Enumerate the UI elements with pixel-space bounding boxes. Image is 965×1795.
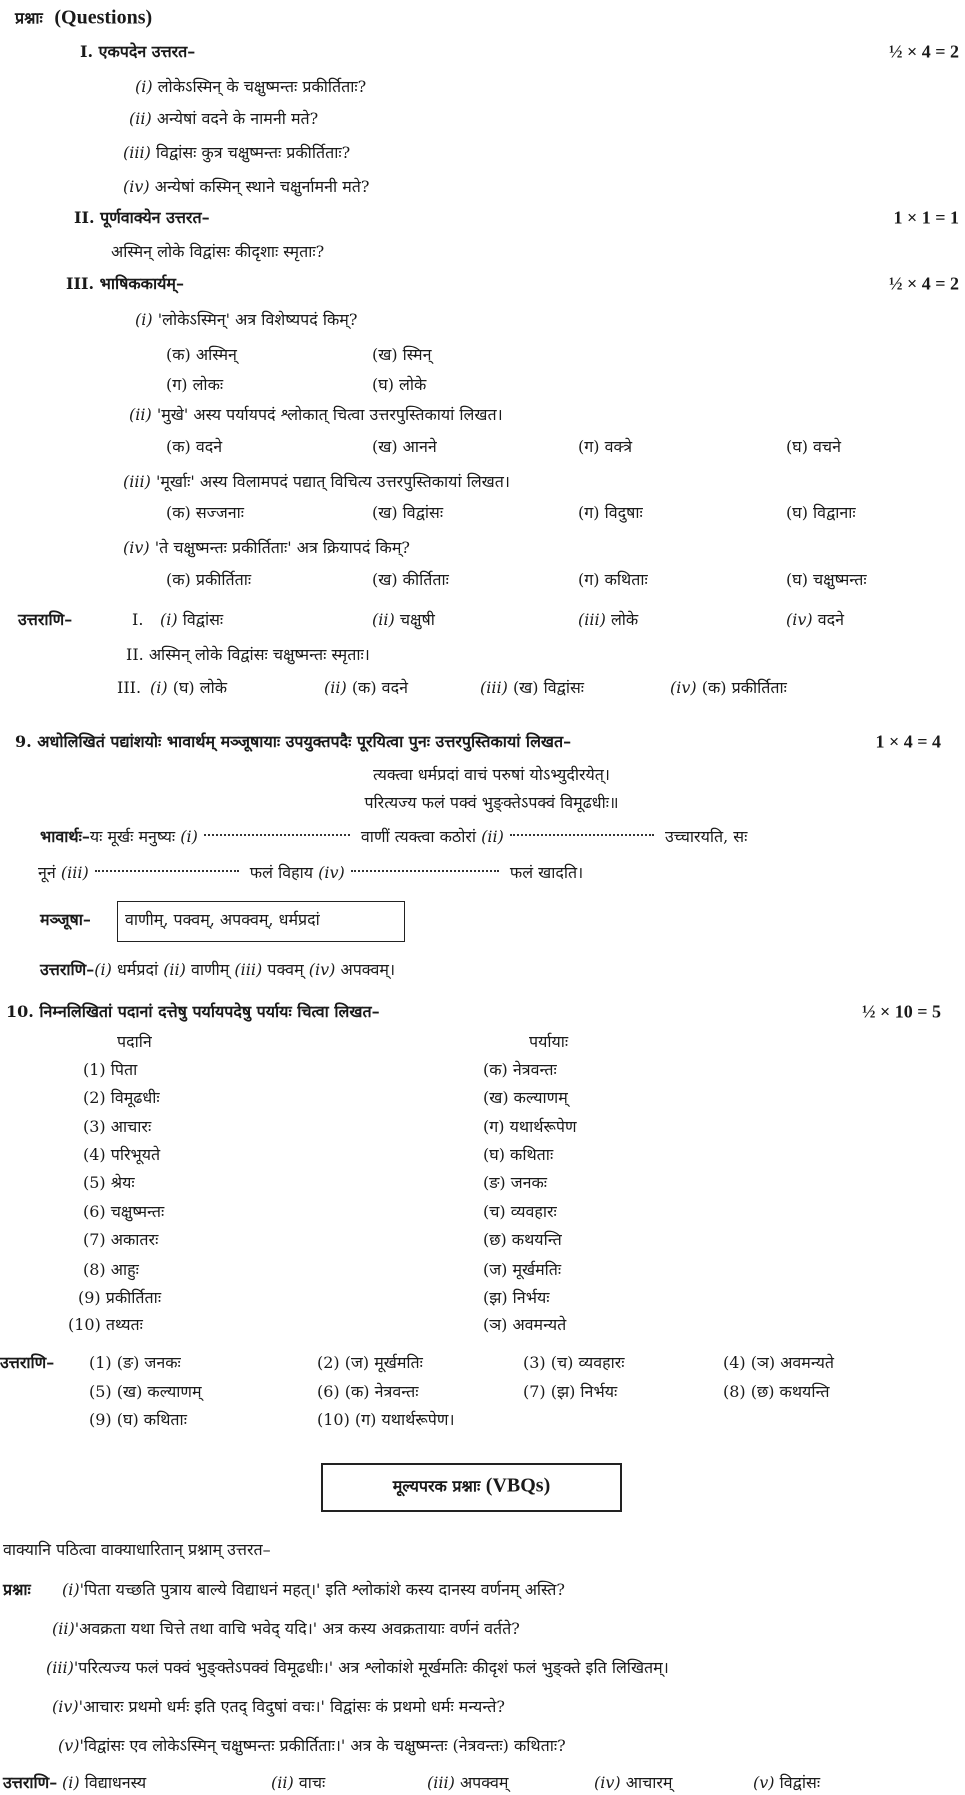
answer-section-num: III. bbox=[117, 678, 142, 697]
text: फलं विहाय bbox=[249, 863, 314, 882]
item-text: (क) प्रकीर्तिताः bbox=[701, 678, 787, 697]
marks: 1 × 1 = 1 bbox=[893, 207, 959, 228]
answer-item bbox=[271, 1772, 325, 1794]
section-num: II. bbox=[74, 208, 95, 227]
answer-item bbox=[160, 609, 223, 631]
item-text: विद्वांसः कुत्र चक्षुष्मन्तः प्रकीर्तिताः? bbox=[155, 143, 351, 162]
vbq-title-english: (VBQs) bbox=[485, 1474, 551, 1497]
answers-label: उत्तराणि– bbox=[0, 1353, 55, 1372]
answer-section-num: I. bbox=[132, 610, 144, 629]
item-number: II. bbox=[126, 645, 144, 664]
column-header-paryaya: पर्यायाः bbox=[529, 1032, 569, 1051]
paryaya-item: (क) नेत्रवन्तः bbox=[483, 1060, 557, 1079]
section-label: भाषिककार्यम्– bbox=[99, 274, 184, 293]
item-text: 'परित्यज्य फलं पक्वं भुङ्क्तेऽपक्वं विमूढधीः।' अत्र श्लोकांशे मूर्खमतिः कीदृशं फलं भुङ्क्ते इति लिखितम्। bbox=[73, 1658, 669, 1677]
paryaya-item: (ञ) अवमन्यते bbox=[483, 1315, 567, 1334]
item-number: (i) bbox=[135, 77, 153, 96]
item-number: (iii) bbox=[46, 1658, 74, 1677]
answer-item bbox=[670, 677, 787, 699]
fill-blank bbox=[204, 826, 350, 836]
match-answer: (4) (ञ) अवमन्यते bbox=[723, 1353, 835, 1372]
bhavarth-line-2 bbox=[38, 862, 583, 884]
section-I-heading bbox=[80, 41, 195, 63]
heading-sanskrit: प्रश्नाः bbox=[15, 8, 43, 28]
item-number: (i) bbox=[62, 1773, 80, 1792]
item-number: (iv) bbox=[308, 960, 336, 979]
item-number: (iii) bbox=[427, 1773, 455, 1792]
match-answer: (1) (ङ) जनकः bbox=[89, 1353, 181, 1372]
vbq-title bbox=[321, 1475, 622, 1498]
question-item bbox=[123, 176, 369, 198]
question-9-heading: 9. अधोलिखितं पद्यांशयोः भावार्थम् मञ्जूषायाः उपयुक्तपदैः पूरयित्वा पुनः उत्तरपुस्तिकायां लिखत– bbox=[15, 732, 572, 751]
item-text: (क) वदने bbox=[351, 678, 408, 697]
manjusha-words: वाणीम्, पक्वम्, अपक्वम्, धर्मप्रदां bbox=[125, 910, 320, 929]
item-text: (ख) विद्वांसः bbox=[512, 678, 585, 697]
item-text: अन्येषां वदने के नामनी मते? bbox=[156, 109, 319, 128]
item-number: (iv) bbox=[594, 1773, 621, 1792]
item-text: धर्मप्रदां bbox=[116, 960, 159, 979]
paryaya-item: (च) व्यवहारः bbox=[483, 1202, 557, 1221]
match-answer: (8) (छ) कथयन्ति bbox=[723, 1382, 830, 1401]
item-text: 'मुखे' अस्य पर्यायपदं श्लोकात् चित्वा उत्तरपुस्तिकायां लिखत। bbox=[156, 405, 503, 424]
item-text: विद्याधनस्य bbox=[84, 1773, 147, 1792]
padani-item: (7) अकातरः bbox=[83, 1230, 159, 1249]
text: नूनं bbox=[38, 863, 56, 882]
option: (ग) लोकः bbox=[166, 375, 224, 394]
paryaya-item: (ङ) जनकः bbox=[483, 1173, 548, 1192]
item-number: (ii) bbox=[372, 610, 395, 629]
padani-item: (5) श्रेयः bbox=[83, 1173, 135, 1192]
vbq-instruction: वाक्यानि पठित्वा वाक्याधारितान् प्रश्नाम् उत्तरत– bbox=[3, 1540, 271, 1559]
item-number: (iv) bbox=[670, 678, 697, 697]
item-text: विद्वांसः bbox=[779, 1773, 821, 1792]
option: (ग) विदुषाः bbox=[578, 503, 643, 522]
item-number: (iv) bbox=[123, 177, 150, 196]
item-text: (घ) लोके bbox=[172, 678, 228, 697]
fill-blank bbox=[510, 826, 654, 836]
vbq-question bbox=[58, 1735, 566, 1757]
heading-english: (Questions) bbox=[54, 6, 153, 29]
column-header-padani: पदानि bbox=[117, 1032, 152, 1051]
item-number: (i) bbox=[62, 1580, 80, 1599]
option: (ख) कीर्तिताः bbox=[372, 570, 449, 589]
question-item bbox=[123, 471, 510, 493]
item-number: (v) bbox=[753, 1773, 775, 1792]
item-text: 'विद्वांसः एव लोकेऽस्मिन् चक्षुष्मन्तः प्रकीर्तिताः।' अत्र के चक्षुष्मन्तः (नेत्रवन्तः) कथिताः? bbox=[79, 1736, 566, 1755]
padani-item: (3) आचारः bbox=[83, 1117, 152, 1136]
match-answer: (7) (झ) निर्भयः bbox=[523, 1382, 618, 1401]
item-number: (iii) bbox=[578, 610, 606, 629]
blank-number: (iii) bbox=[60, 863, 89, 882]
item-text: चक्षुषी bbox=[399, 610, 435, 629]
option: (ग) वक्त्रे bbox=[578, 437, 633, 456]
item-text: लोके bbox=[610, 610, 639, 629]
item-number: (ii) bbox=[52, 1619, 75, 1638]
question-item bbox=[135, 76, 366, 98]
text: उच्चारयति, सः bbox=[664, 827, 748, 846]
item-text: अपक्वम् bbox=[459, 1773, 509, 1792]
answer-item bbox=[62, 1772, 146, 1794]
item-text: अस्मिन् लोके विद्वांसः चक्षुष्मन्तः स्मृताः। bbox=[148, 645, 370, 664]
answer-item bbox=[753, 1772, 820, 1794]
question-item: अस्मिन् लोके विद्वांसः कीदृशाः स्मृताः? bbox=[111, 242, 325, 261]
answers-label: उत्तराणि– bbox=[18, 610, 73, 629]
item-text: वाचः bbox=[298, 1773, 326, 1792]
item-number: (iv) bbox=[52, 1697, 79, 1716]
question-item bbox=[135, 309, 357, 331]
option: (घ) विद्वानाः bbox=[786, 503, 856, 522]
section-label: एकपदेन उत्तरत– bbox=[98, 42, 196, 61]
answer-item bbox=[126, 644, 370, 666]
question-item bbox=[123, 142, 350, 164]
option: (क) सज्जनाः bbox=[166, 503, 244, 522]
bhavarth-label: भावार्थः– bbox=[40, 827, 90, 846]
item-text: 'लोकेऽस्मिन्' अत्र विशेष्यपदं किम्? bbox=[157, 310, 358, 329]
marks: ½ × 4 = 2 bbox=[888, 273, 959, 294]
answer-item bbox=[324, 677, 408, 699]
answer-item bbox=[372, 609, 435, 631]
option: (घ) चक्षुष्मन्तः bbox=[786, 570, 867, 589]
padani-item: (2) विमूढधीः bbox=[83, 1088, 160, 1107]
item-text: वदने bbox=[817, 610, 845, 629]
text: फलं खादति। bbox=[509, 863, 584, 882]
item-text: विद्वांसः bbox=[182, 610, 224, 629]
q9-answers bbox=[40, 959, 395, 981]
fill-blank bbox=[351, 862, 499, 872]
question-item bbox=[129, 108, 318, 130]
option: (घ) वचने bbox=[786, 437, 841, 456]
item-number: (iii) bbox=[123, 472, 151, 491]
marks: ½ × 10 = 5 bbox=[861, 1001, 941, 1022]
match-answer: (6) (क) नेत्रवन्तः bbox=[317, 1382, 419, 1401]
match-answer: (3) (च) व्यवहारः bbox=[523, 1353, 625, 1372]
section-III-heading bbox=[66, 273, 184, 295]
option: (घ) लोके bbox=[372, 375, 427, 394]
section-II-heading bbox=[74, 207, 210, 229]
item-text: वाणीम् bbox=[191, 960, 230, 979]
marks: 1 × 4 = 4 bbox=[875, 731, 941, 752]
item-text: 'ते चक्षुष्मन्तः प्रकीर्तिताः' अत्र क्रियापदं किम्? bbox=[154, 538, 410, 557]
item-number: (ii) bbox=[324, 678, 347, 697]
blank-number: (i) bbox=[180, 827, 198, 846]
blank-number: (ii) bbox=[481, 827, 504, 846]
option: (क) वदने bbox=[166, 437, 223, 456]
fill-blank bbox=[95, 862, 239, 872]
option: (क) अस्मिन् bbox=[166, 345, 237, 364]
item-text: लोकेऽस्मिन् के चक्षुष्मन्तः प्रकीर्तिताः? bbox=[157, 77, 367, 96]
paryaya-item: (ख) कल्याणम् bbox=[483, 1088, 568, 1107]
bhavarth-line-1 bbox=[40, 826, 747, 848]
item-number: (i) bbox=[94, 960, 112, 979]
option: (ख) आनने bbox=[372, 437, 437, 456]
match-answer: (5) (ख) कल्याणम् bbox=[89, 1382, 202, 1401]
answer-item bbox=[594, 1772, 673, 1794]
match-answer: (9) (घ) कथिताः bbox=[89, 1410, 187, 1429]
vbq-question bbox=[62, 1579, 565, 1601]
shloka-line: परित्यज्य फलं पक्वं भुङ्क्तेऽपक्वं विमूढधीः॥ bbox=[364, 793, 619, 812]
section-num: III. bbox=[66, 274, 95, 293]
option: (ख) विद्वांसः bbox=[372, 503, 444, 522]
section-num: I. bbox=[80, 42, 94, 61]
section-label: पूर्णवाक्येन उत्तरत– bbox=[100, 208, 210, 227]
option: (ख) स्मिन् bbox=[372, 345, 432, 364]
padani-item: (4) परिभूयते bbox=[83, 1145, 161, 1164]
item-text: अपक्वम्। bbox=[340, 960, 396, 979]
question-item bbox=[129, 404, 503, 426]
item-number: (v) bbox=[58, 1736, 80, 1755]
question-item bbox=[123, 537, 410, 559]
padani-item: (6) चक्षुष्मन्तः bbox=[83, 1202, 165, 1221]
vbq-questions-label: प्रश्नाः bbox=[3, 1580, 31, 1599]
match-answer: (2) (ज) मूर्खमतिः bbox=[317, 1353, 423, 1372]
padani-item: (8) आहुः bbox=[83, 1260, 139, 1279]
item-text: 'अवक्रता यथा चित्ते तथा वाचि भवेद् यदि।' अत्र कस्य अवक्रतायाः वर्णनं वर्तते? bbox=[74, 1619, 520, 1638]
item-number: (iii) bbox=[480, 678, 508, 697]
paryaya-item: (झ) निर्भयः bbox=[483, 1288, 550, 1307]
paryaya-item: (ज) मूर्खमतिः bbox=[483, 1260, 562, 1279]
paryaya-item: (ग) यथार्थरूपेण bbox=[483, 1117, 577, 1136]
item-text: 'पिता यच्छति पुत्राय बाल्ये विद्याधनं महत्।' इति श्लोकांशे कस्य दानस्य वर्णनम् अस्ति? bbox=[79, 1580, 565, 1599]
vbq-title-sanskrit: मूल्यपरक प्रश्नाः bbox=[392, 1476, 481, 1496]
question-10-heading: 10. निम्नलिखितां पदानां दत्तेषु पर्यायपदेषु पर्यायः चित्वा लिखत– bbox=[6, 1002, 380, 1021]
answers-label: उत्तराणि– bbox=[40, 960, 95, 979]
text: वाणीं त्यक्त्वा कठोरां bbox=[360, 827, 477, 846]
item-number: (iv) bbox=[123, 538, 150, 557]
vbq-question bbox=[46, 1657, 669, 1679]
padani-item: (1) पिता bbox=[83, 1060, 138, 1079]
answer-item bbox=[578, 609, 638, 631]
shloka-line: त्यक्त्वा धर्मप्रदां वाचं परुषां योऽभ्युदीरयेत्। bbox=[372, 765, 610, 784]
padani-item: (10) तथ्यतः bbox=[68, 1315, 143, 1334]
paryaya-item: (छ) कथयन्ति bbox=[483, 1230, 562, 1249]
paryaya-item: (घ) कथिताः bbox=[483, 1145, 554, 1164]
item-text: 'मूर्खाः' अस्य विलामपदं पद्यात् विचित्य उत्तरपुस्तिकायां लिखत। bbox=[155, 472, 510, 491]
item-number: (ii) bbox=[163, 960, 186, 979]
item-text: अन्येषां कस्मिन् स्थाने चक्षुर्नामनी मते? bbox=[154, 177, 370, 196]
vbq-question bbox=[52, 1696, 505, 1718]
option: (ग) कथिताः bbox=[578, 570, 648, 589]
marks: ½ × 4 = 2 bbox=[888, 41, 959, 62]
manjusha-label: मञ्जूषा– bbox=[40, 910, 91, 929]
answer-item bbox=[480, 677, 584, 699]
answers-label: उत्तराणि– bbox=[3, 1773, 58, 1792]
blank-number: (iv) bbox=[318, 863, 345, 882]
item-text: 'आचारः प्रथमो धर्मः इति एतद् विदुषां वचः।' विद्वांसः कं प्रथमो धर्मः मन्यन्ते? bbox=[78, 1697, 505, 1716]
item-number: (i) bbox=[135, 310, 153, 329]
match-answer: (10) (ग) यथार्थरूपेण। bbox=[317, 1410, 455, 1429]
answer-item bbox=[786, 609, 844, 631]
text: यः मूर्खः मनुष्यः bbox=[89, 827, 176, 846]
item-number: (ii) bbox=[129, 109, 152, 128]
page-heading bbox=[15, 7, 152, 30]
item-number: (ii) bbox=[271, 1773, 294, 1792]
item-text: पक्वम् bbox=[267, 960, 304, 979]
item-number: (ii) bbox=[129, 405, 152, 424]
item-number: (iii) bbox=[123, 143, 151, 162]
item-number: (i) bbox=[150, 678, 168, 697]
item-text: आचारम् bbox=[625, 1773, 673, 1792]
answer-item bbox=[427, 1772, 508, 1794]
item-number: (iii) bbox=[234, 960, 263, 979]
padani-item: (9) प्रकीर्तिताः bbox=[78, 1288, 162, 1307]
answer-item bbox=[150, 677, 227, 699]
item-number: (iv) bbox=[786, 610, 813, 629]
vbq-question bbox=[52, 1618, 520, 1640]
item-number: (i) bbox=[160, 610, 178, 629]
option: (क) प्रकीर्तिताः bbox=[166, 570, 252, 589]
